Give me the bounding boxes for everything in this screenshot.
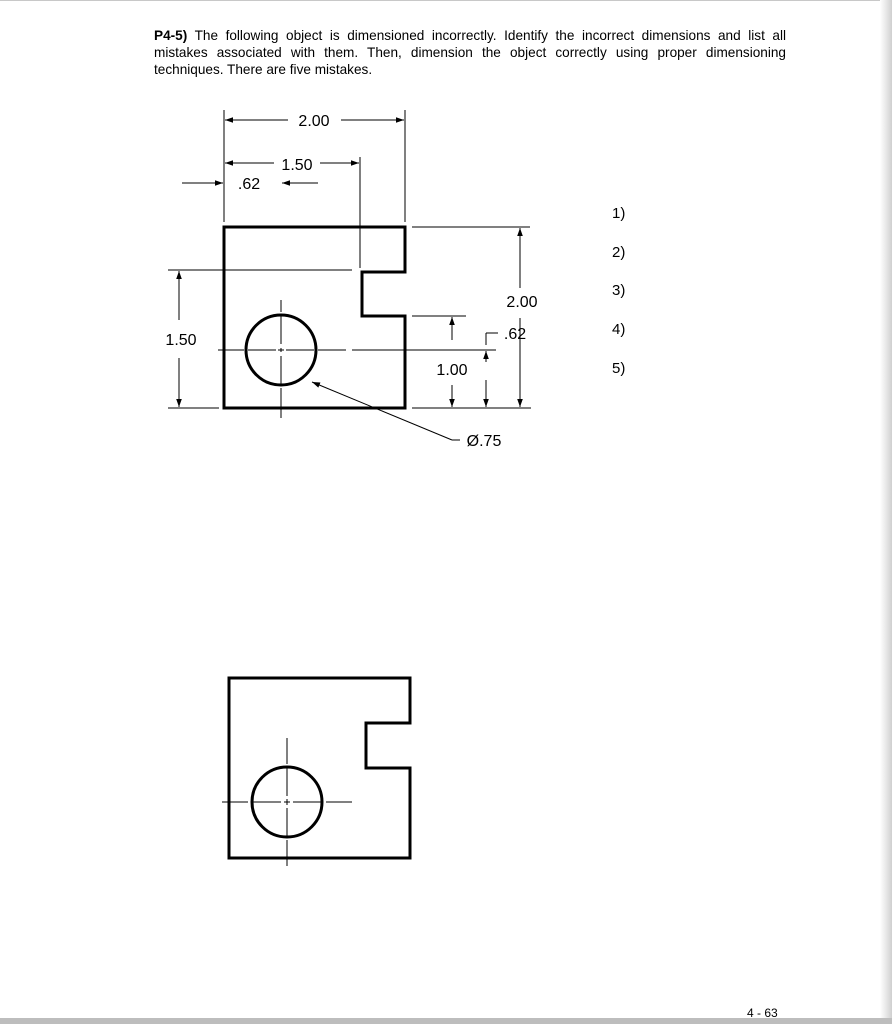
diameter-leader [312, 382, 460, 440]
dim-hole-height: 1.00 [436, 362, 468, 379]
dim-right-height: 2.00 [506, 294, 538, 311]
dim-hole-offset: .62 [237, 176, 261, 193]
blank-part-view [222, 678, 410, 866]
dim-overall-width: 2.00 [298, 113, 330, 130]
dim-slot-position: 1.50 [281, 157, 313, 174]
center-lines [218, 300, 346, 418]
dim-left-height: 1.50 [165, 332, 197, 349]
dim-slot-bottom: .62 [503, 326, 527, 343]
dim-hole-diameter: Ø.75 [466, 433, 502, 450]
answer-item-3: 3) [612, 282, 626, 300]
answer-item-2: 2) [612, 243, 626, 261]
answer-item-4: 4) [612, 321, 626, 339]
page-number: 4 - 63 [747, 1006, 778, 1020]
problem-number: P4-5) [154, 28, 188, 43]
answer-item-5: 5) [612, 359, 626, 377]
part-outline [224, 227, 405, 408]
answer-item-1: 1) [612, 205, 626, 222]
answer-list [612, 205, 625, 398]
problem-text: The following object is dimensioned incorrectly. Identify the incorrect dimensions and list all mistakes associated with them. Then, dimension the object correctly using proper dimensioning techniques. There are five mistakes. [154, 28, 787, 77]
